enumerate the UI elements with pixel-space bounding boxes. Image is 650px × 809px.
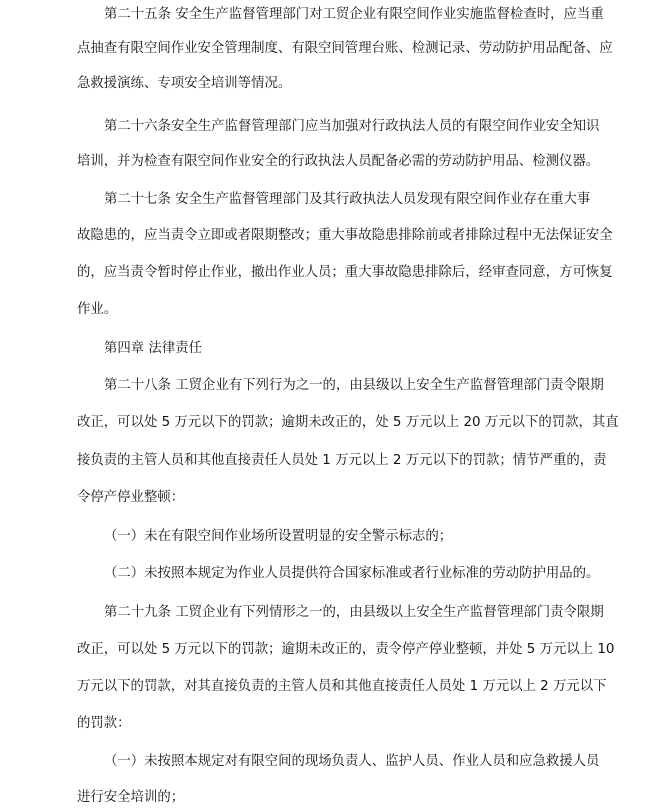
text-line: 故隐患的，应当责令立即或者限期整改；重大事故隐患排除前或者排除过程中无法保证安全 (77, 228, 613, 243)
text-line: 第二十五条 安全生产监督管理部门对工贸企业有限空间作业实施监督检查时，应当重 (104, 7, 604, 22)
text-line: 急救援演练、专项安全培训等情况。 (77, 76, 292, 91)
text-line: 第二十七条 安全生产监督管理部门及其行政执法人员发现有限空间作业存在重大事 (104, 192, 591, 207)
list-item-continuation: 进行安全培训的； (77, 790, 185, 805)
list-item: （二）未按照本规定为作业人员提供符合国家标准或者行业标准的劳动防护用品的。 (104, 566, 600, 581)
text-line: 第二十九条 工贸企业有下列情形之一的，由县级以上安全生产监督管理部门责令限期 (104, 605, 604, 620)
text-line: 改正，可以处 5 万元以下的罚款；逾期未改正的，处 5 万元以上 20 万元以下的罚款，其直 (77, 415, 619, 430)
text-line: 万元以下的罚款，对其直接负责的主管人员和其他直接责任人员处 1 万元以上 2 万元以下 (77, 679, 607, 694)
chapter-heading: 第四章 法律责任 (104, 341, 202, 356)
text-line: 第二十八条 工贸企业有下列行为之一的，由县级以上安全生产监督管理部门责令限期 (104, 378, 604, 393)
text-line: 的，应当责令暂时停止作业，撤出作业人员；重大事故隐患排除后，经审查同意，方可恢复 (77, 265, 613, 280)
text-line: 接负责的主管人员和其他直接责任人员处 1 万元以上 2 万元以下的罚款；情节严重的，责 (77, 453, 607, 468)
text-line: 培训，并为检查有限空间作业安全的行政执法人员配备必需的劳动防护用品、检测仪器。 (77, 154, 600, 169)
list-item: （一）未在有限空间作业场所设置明显的安全警示标志的； (104, 529, 453, 544)
text-line: 第二十六条安全生产监督管理部门应当加强对行政执法人员的有限空间作业安全知识 (104, 119, 600, 134)
text-line: 改正，可以处 5 万元以下的罚款；逾期未改正的，责令停产停业整顿，并处 5 万元以上 10 (77, 642, 615, 657)
text-line: 令停产停业整顿： (77, 490, 185, 505)
text-line: 点抽查有限空间作业安全管理制度、有限空间管理台账、检测记录、劳动防护用品配备、应 (77, 41, 613, 56)
list-item: （一）未按照本规定对有限空间的现场负责人、监护人员、作业人员和应急救援人员 (104, 754, 600, 769)
text-line: 的罚款： (77, 716, 131, 731)
text-line: 作业。 (77, 302, 118, 317)
